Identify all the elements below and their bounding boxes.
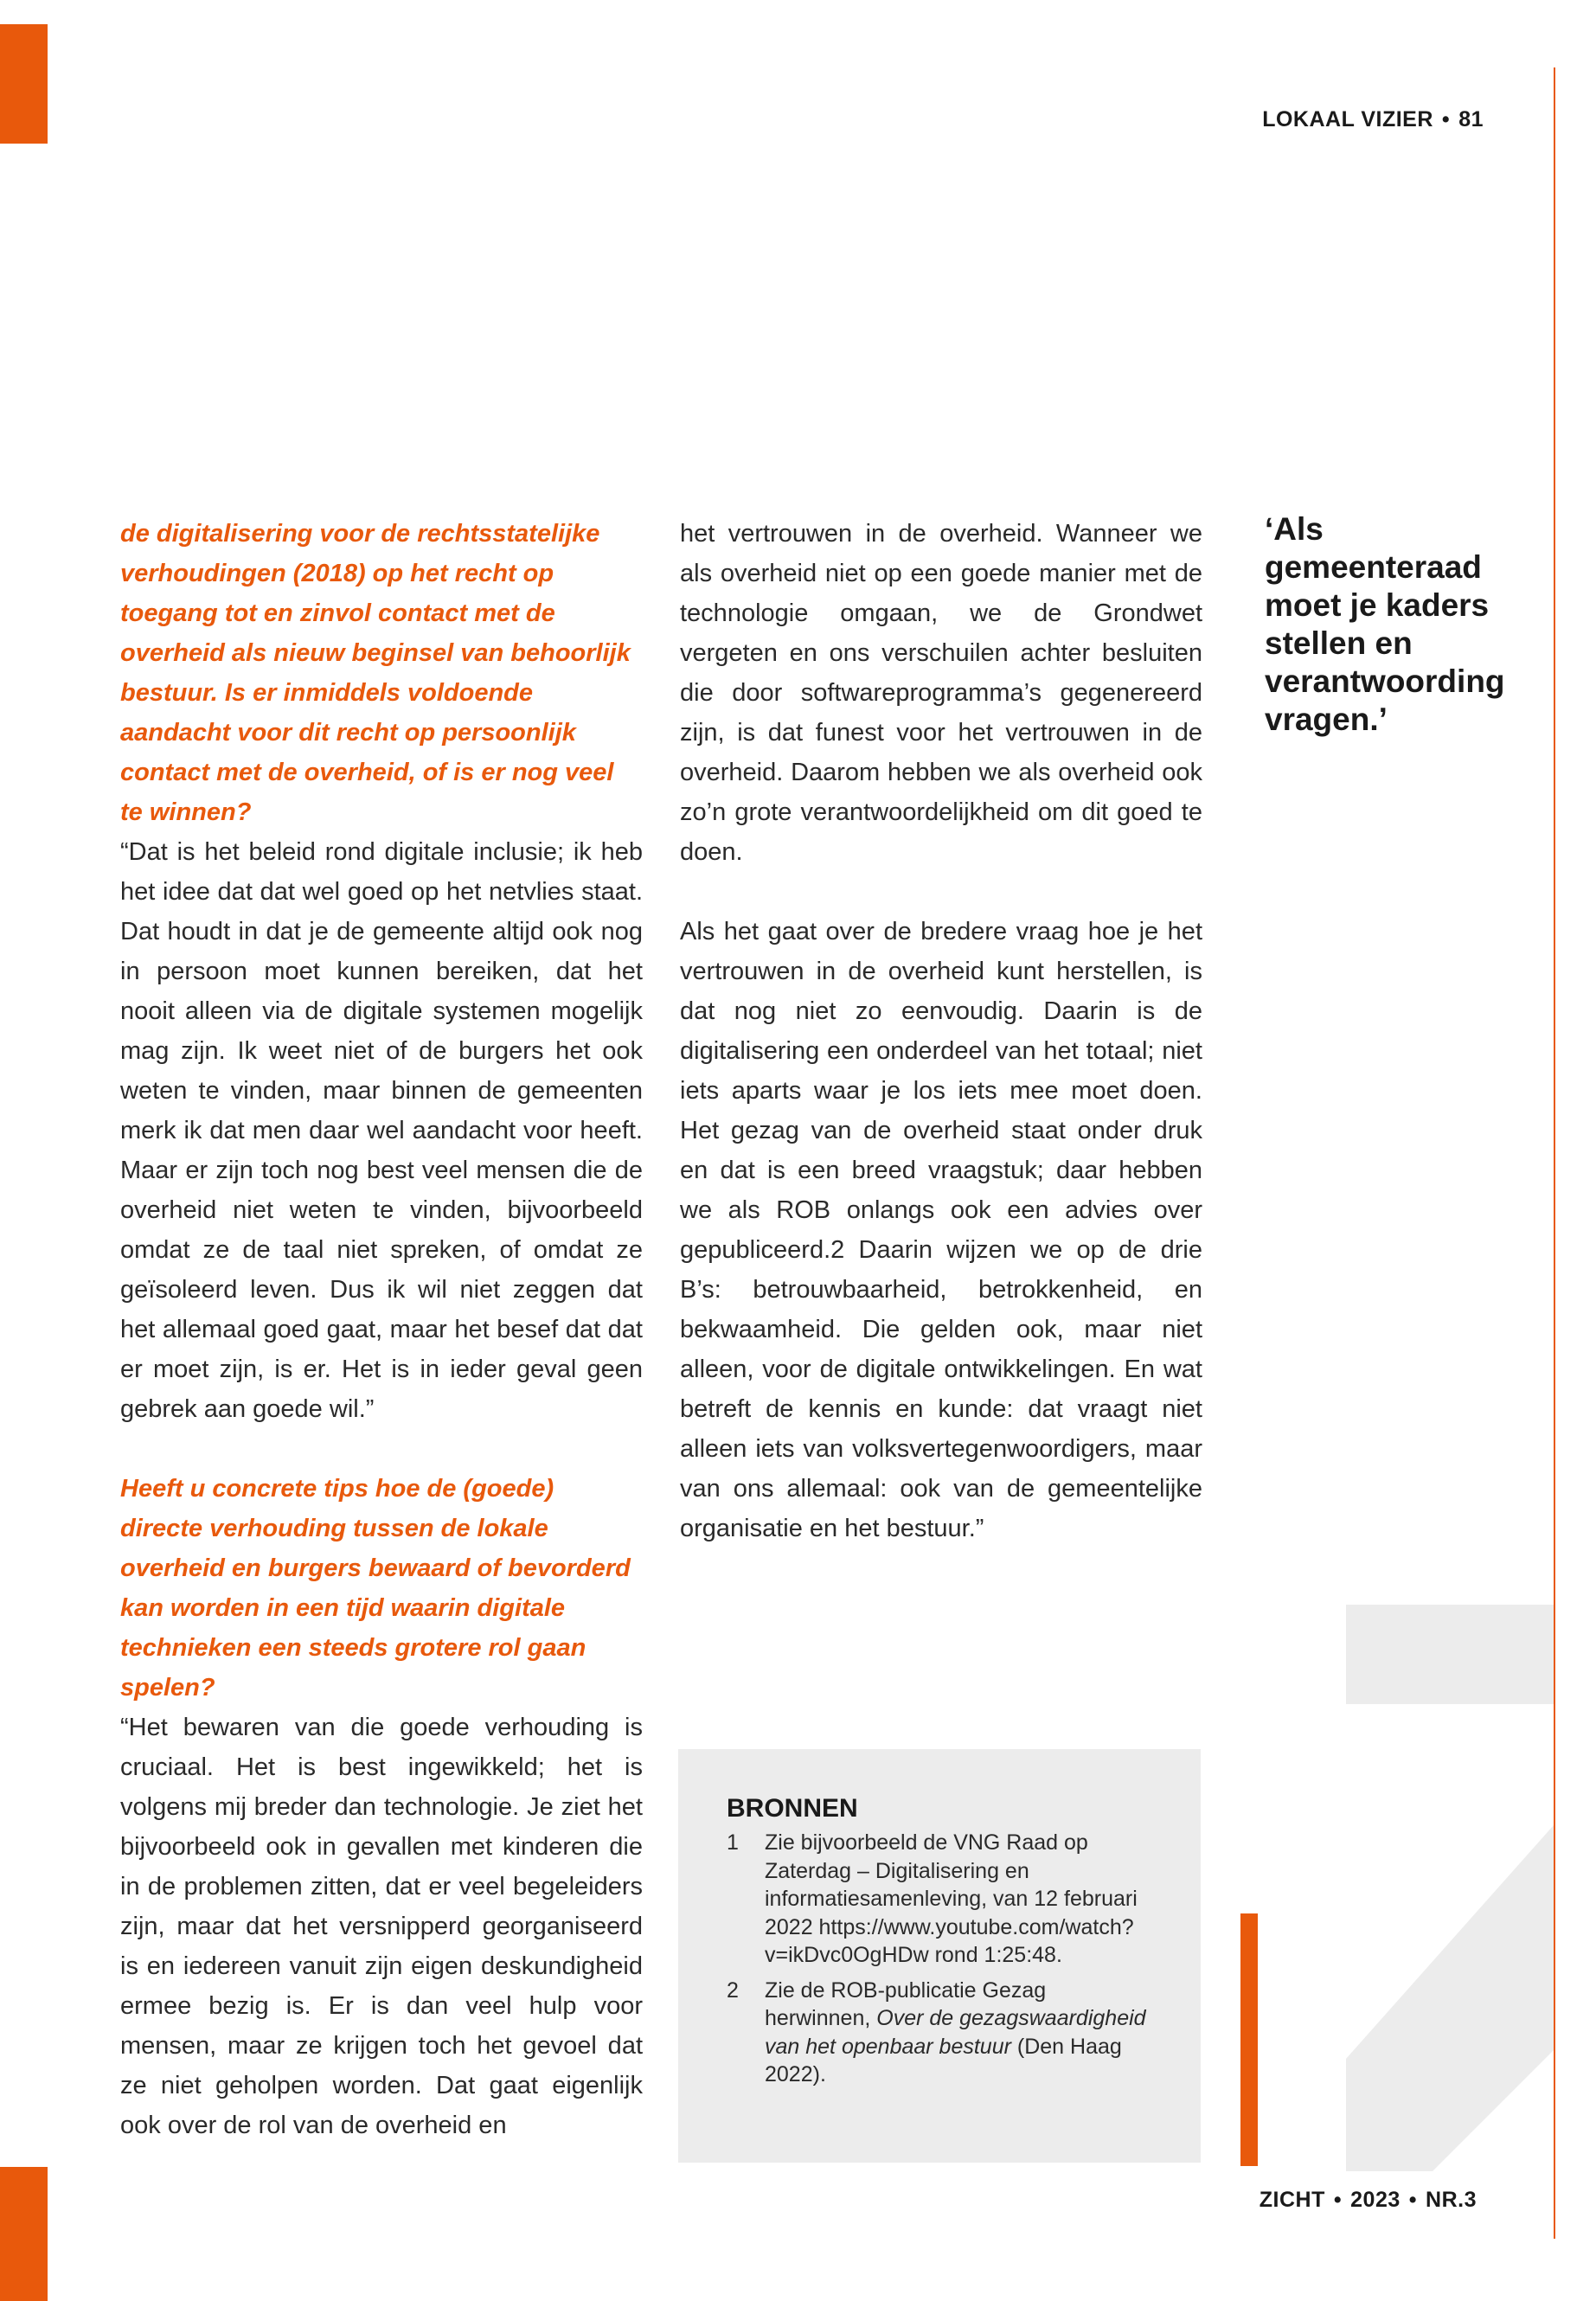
interview-answer: het vertrouwen in de overheid. Wanneer we als overheid niet op een goede manier met de technologie omgaan, we de Grondwet vergeten en ons verschuilen achter besluiten die door softwareprogramma’s gegenereerd zijn, is dat funest voor het vertrouwen in de overheid. Daarom hebben we als overheid ook zo’n grote verantwoordelijkheid om dit goed te doen.	[680, 520, 1202, 866]
source-number: 2	[727, 1977, 739, 2003]
source-text: Zie bijvoorbeeld de VNG Raad op Zaterdag – Digitalisering en informatiesamenleving, van 12 februari 2022 https://www.youtube.com/watch?v=ikDvc0OgHDw rond 1:25:48.	[765, 1830, 1138, 1967]
page-number: 81	[1458, 107, 1484, 131]
issue-number: NR.3	[1426, 2188, 1477, 2212]
header-separator: •	[1441, 107, 1451, 131]
decorative-orange-strip	[1240, 1913, 1258, 2166]
sources-title: BRONNEN	[727, 1794, 858, 1823]
source-item	[727, 1977, 1152, 2089]
middle-column	[680, 514, 1202, 1548]
top-left-accent-bar	[0, 24, 48, 144]
footer-separator: •	[1408, 2188, 1418, 2212]
bottom-left-accent-bar	[0, 2167, 48, 2301]
decorative-shape	[1346, 1605, 1554, 1704]
publication-year: 2023	[1350, 2188, 1401, 2212]
running-header	[1262, 107, 1484, 132]
footer-separator: •	[1333, 2188, 1343, 2212]
source-number: 1	[727, 1830, 739, 1855]
decorative-diagonal-shape	[1346, 1825, 1554, 2171]
source-item	[727, 1829, 1152, 1970]
publication-name: ZICHT	[1259, 2188, 1325, 2212]
interview-answer: “Het bewaren van die goede verhouding is cruciaal. Het is best ingewikkeld; het is volgens mij breder dan technologie. Je ziet het bijvoorbeeld ook in gevallen met kinderen die in de problemen zitten, dat er veel begeleiders zijn, maar dat het versnipperd georganiseerd is en iedereen vanuit zijn eigen deskundigheid ermee bezig is. Er is dan veel hulp voor mensen, maar ze krijgen toch het gevoel dat ze niet geholpen worden. Dat gaat eigenlijk ook over de rol van de overheid en	[120, 1714, 643, 2139]
interview-question: de digitalisering voor de rechtsstatelijke verhoudingen (2018) op het recht op toegang tot en zinvol contact met de overheid als nieuw beginsel van behoorlijk bestuur. Is er inmiddels voldoende aandacht voor dit recht op persoonlijk contact met de overheid, of is er nog veel te winnen?	[120, 520, 631, 826]
sources-box	[678, 1749, 1201, 2163]
interview-answer: Als het gaat over de bredere vraag hoe je het vertrouwen in de overheid kunt herstellen, is dat nog niet zo eenvoudig. Daarin is de digitalisering een onderdeel van het totaal; niet iets aparts waar je los iets mee moet doen. Het gezag van de overheid staat onder druk en dat is een breed vraagstuk; daar hebben we als ROB onlangs ook een advies over gepubliceerd.2 Daarin wijzen we op de drie B’s: betrouwbaarheid, betrokkenheid, en bekwaamheid. Die gelden ook, maar niet alleen, voor de digitale ontwikkelingen. En wat betreft de kennis en kunde: dat vraagt niet alleen iets van volksvertegenwoordigers, maar van ons allemaal: ook van de gemeentelijke organisatie en het bestuur.”	[680, 918, 1202, 1542]
publication-title: Over de gezagswaardigheid van het openbaar bestuur	[765, 2006, 1146, 2059]
pull-quote: ‘Als gemeenteraad moet je kaders stellen en verantwoording vragen.’	[1265, 511, 1505, 737]
source-text: Zie de ROB-publicatie Gezag herwinnen, Over de gezagswaardigheid van het openbaar bestuur (Den Haag 2022).	[765, 1977, 1146, 2086]
right-margin-rule	[1554, 67, 1555, 2239]
magazine-title: LOKAAL VIZIER	[1262, 107, 1433, 131]
interview-question: Heeft u concrete tips hoe de (goede) directe verhouding tussen de lokale overheid en burgers bewaard of bevorderd kan worden in een tijd waarin digitale technieken een steeds grotere rol gaan spelen?	[120, 1475, 631, 1702]
running-footer	[1259, 2188, 1477, 2213]
sources-list	[727, 1829, 1152, 2089]
interview-answer: “Dat is het beleid rond digitale inclusie; ik heb het idee dat dat wel goed op het netvlies staat. Dat houdt in dat je de gemeente altijd ook nog in persoon moet kunnen bereiken, dat het nooit alleen via de digitale systemen mogelijk mag zijn. Ik weet niet of de burgers het ook weten te vinden, maar binnen de gemeenten merk ik dat men daar wel aandacht voor heeft. Maar er zijn toch nog best veel mensen die de overheid niet weten te vinden, bijvoorbeeld omdat ze de taal niet spreken, of omdat ze geïsoleerd leven. Dus ik wil niet zeggen dat het allemaal goed gaat, maar het besef dat dat er moet zijn, is er. Het is in ieder geval geen gebrek aan goede wil.”	[120, 838, 643, 1423]
left-column	[120, 514, 643, 2145]
